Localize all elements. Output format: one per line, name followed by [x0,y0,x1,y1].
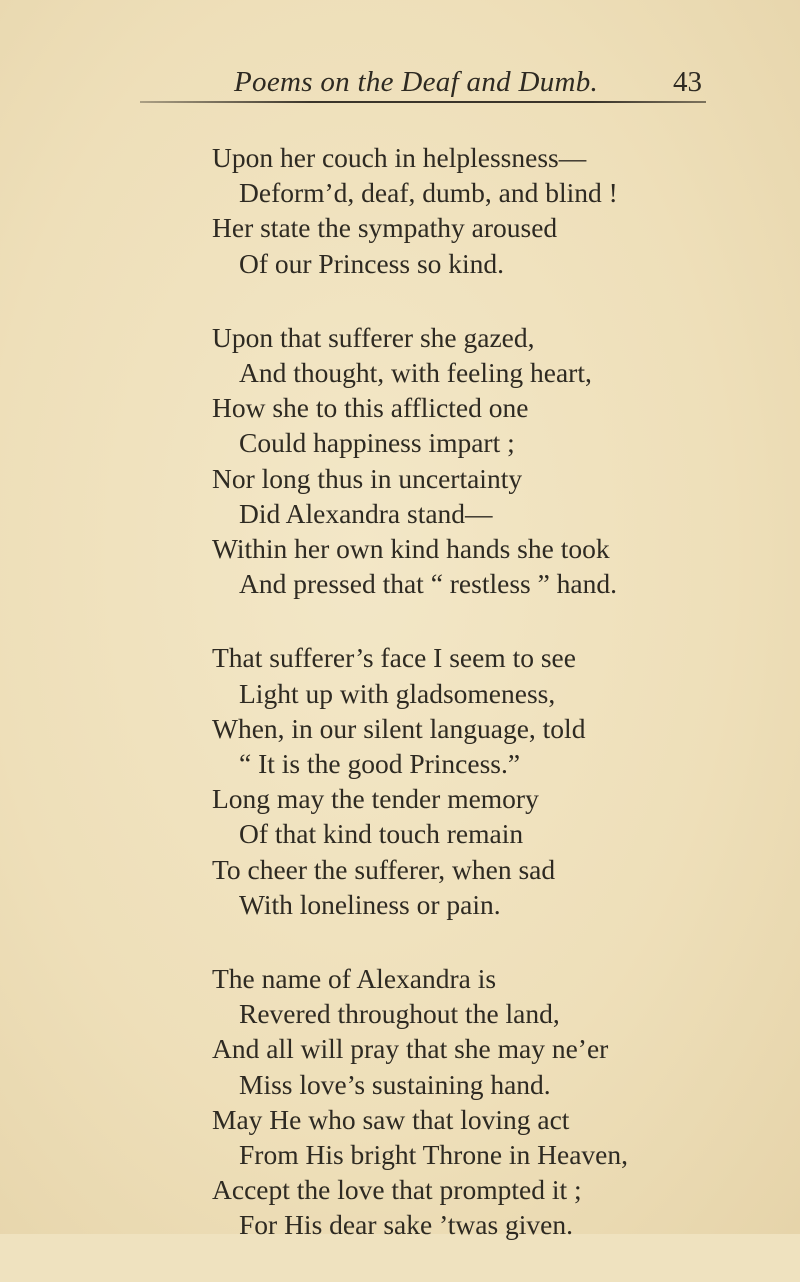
poem-line: With loneliness or pain. [239,888,501,920]
poem-line: Accept the love that prompted it ; [212,1174,582,1206]
poem-line: Upon her couch in helplessness— [212,142,587,173]
stanza-2 [212,320,772,602]
poem-line: “ It is the good Princess.” [239,748,521,780]
poem-line: Her state the sympathy aroused [212,212,558,244]
poem-line: Upon that sufferer she gazed, [212,321,535,353]
poem-line: Deform’d, deaf, dumb, and blind ! [239,177,618,209]
poem-line: How she to this afflicted one [212,392,529,424]
poem-line: Nor long thus in uncertainty [212,462,523,494]
poem-line: And pressed that “ restless ” hand. [239,568,618,600]
poem-line: And thought, with feeling heart, [239,357,592,389]
poem-line: Revered throughout the land, [239,998,560,1030]
poem-line: The name of Alexandra is [212,963,497,995]
header-rule [140,101,706,103]
poem-line: When, in our silent language, told [212,712,586,744]
poem-line: Could happiness impart ; [239,427,515,459]
running-header [0,66,800,106]
poem-line: Long may the tender memory [212,783,539,815]
stanza-4 [212,961,772,1243]
running-title: Poems on the Deaf and Dumb. [234,66,599,98]
poem-line: And all will pray that she may ne’er [212,1033,609,1065]
poem-line: Light up with gladsomeness, [239,677,556,709]
poem-line: Miss love’s sustaining hand. [239,1068,551,1100]
poem-line: Of that kind touch remain [239,818,524,850]
stanza-1 [212,140,772,281]
poem-line: May He who saw that loving act [212,1103,570,1135]
poem-line: Within her own kind hands she took [212,533,610,565]
page-number: 43 [673,66,702,98]
stanza-3 [212,640,772,922]
poem-line: That sufferer’s face I seem to see [212,642,576,674]
poem-line: From His bright Throne in Heaven, [239,1139,629,1171]
poem-body [212,140,772,1282]
poem-line: Did Alexandra stand— [239,497,493,529]
poem-line: To cheer the sufferer, when sad [212,853,556,885]
poem-line: For His dear sake ’twas given. [239,1209,574,1241]
poem-line: Of our Princess so kind. [239,247,505,279]
